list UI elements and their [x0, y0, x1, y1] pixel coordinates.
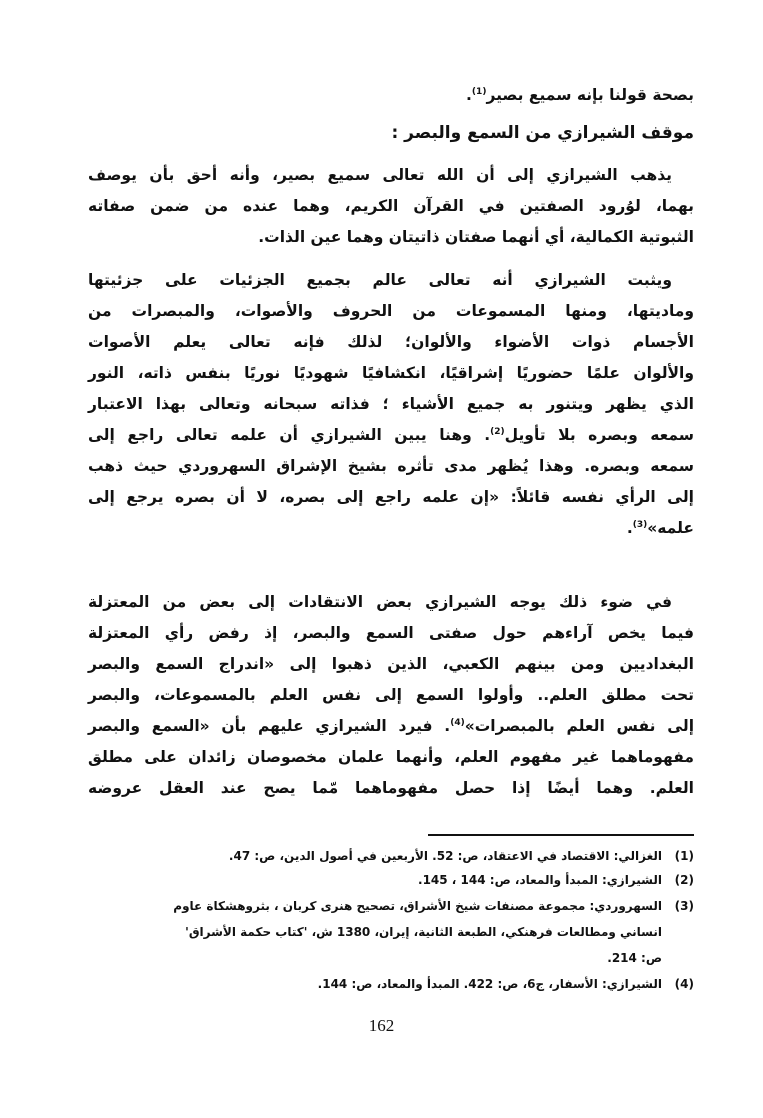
footnote-reference[interactable]: (3) [632, 519, 648, 530]
text-line [88, 296, 694, 326]
footnote-number: (3) [674, 899, 694, 913]
text-segment: تحت مطلق العلم.. وأولوا السمع إلى نفس العلم بالمسموعات، والبصر [88, 686, 694, 704]
text-segment: فيما يخص آراءهم حول صفتى السمع والبصر، إذ رفض رأي المعتزلة [88, 624, 694, 642]
text-line [88, 80, 694, 110]
text-segment: علمه» [647, 519, 694, 537]
footnote-text: انساني ومطالعات فرهنكي، الطبعة الثانية، إيران، 1380 ش، 'كتاب حكمة الأشراق' [185, 925, 662, 939]
text-segment: يذهب الشيرازي إلى أن الله تعالى سميع بصير، وأنه أحق بأن يوصف [88, 166, 672, 184]
text-segment: بهما، لوُرود الصفتين في القرآن الكريم، وهما عنده من ضمن صفاته [88, 197, 694, 215]
footnote [90, 920, 694, 944]
text-line [88, 587, 694, 617]
footnote-number: (4) [674, 977, 694, 991]
footnote-number: (1) [674, 849, 694, 863]
text-line [88, 265, 694, 295]
footnote-number: (2) [674, 873, 694, 887]
text-segment: وماديتها، ومنها المسموعات من الحروف والأصوات، والمبصرات من [88, 302, 694, 320]
text-line [88, 649, 694, 679]
footnote-text: الغزالي: الاقتصاد في الاعتقاد، ص: 52. الأربعين في أصول الدين، ص: 47. [228, 849, 662, 863]
text-segment: في ضوء ذلك يوجه الشيرازي بعض الانتقادات إلى بعض من المعتزلة [88, 593, 672, 611]
footnote-reference[interactable]: (4) [450, 717, 465, 728]
text-segment: ويثبت الشيرازي أنه تعالى عالم بجميع الجزئيات على جزئيتها [88, 271, 672, 289]
text-segment: موقف الشيرازي من السمع والبصر : [391, 123, 694, 143]
text-segment: الثبوتية الكمالية، أي أنهما صفتان ذاتيتان وهما عين الذات. [258, 228, 694, 246]
text-segment: سمعه وبصره بلا تأويل [504, 426, 694, 444]
text-segment: العلم. وهما أيضًا إذا حصل مفهوماهما مّما يصح عند العقل عروضه [88, 779, 694, 797]
text-segment: مفهوماهما غير مفهوم العلم، وأنهما علمان مخصوصان زائدان على مطلق [88, 748, 694, 766]
text-segment: . [466, 86, 472, 104]
text-line [88, 482, 694, 512]
page-number: 162 [368, 1016, 395, 1035]
footnote-text: ص: 214. [607, 951, 662, 965]
footnote-text: الشيرازي: الأسفار، ج6، ص: 422. المبدأ والمعاد، ص: 144. [317, 977, 662, 991]
text-segment: البغداديين ومن بينهم الكعبي، الذين ذهبوا إلى «اندراج السمع والبصر [88, 655, 694, 673]
text-segment: إلى نفس العلم بالمبصرات» [464, 717, 695, 735]
text-segment: والألوان علمًا حضوريًا إشراقيًا، انكشافيًا شهوديًا نوريًا بنفس ذاته، النور [88, 364, 694, 382]
footnote-separator [428, 834, 694, 836]
footnote-text: السهروردي: مجموعة مصنفات شيخ الأشراق، تصحيح هنرى كربان ، بثروهشكاة عاوم [173, 899, 662, 913]
text-line [88, 742, 694, 772]
text-segment: بصحة قولنا بإنه سميع بصير [486, 86, 694, 104]
text-line [88, 680, 694, 710]
text-line [88, 711, 694, 741]
text-line [88, 420, 694, 450]
text-segment: الأجسام ذوات الأضواء والألوان؛ لذلك فإنه تعالى يعلم الأصوات [88, 333, 694, 351]
footnote [90, 894, 694, 918]
text-segment: . [626, 519, 633, 537]
footnote-reference[interactable]: (2) [490, 426, 505, 437]
footnote [90, 844, 694, 868]
footnote-reference[interactable]: (1) [471, 86, 487, 97]
text-line [88, 160, 694, 190]
footnote-text: الشيرازي: المبدأ والمعاد، ص: 144 ، 145. [418, 873, 662, 887]
text-line [88, 222, 694, 252]
text-line [88, 513, 694, 543]
text-segment: . وهنا يبين الشيرازي أن علمه تعالى راجع إلى [88, 426, 491, 444]
text-line [88, 327, 694, 357]
text-segment: إلى الرأي نفسه قائلاً: «إن علمه راجع إلى بصره، لا أن بصره يرجع إلى [88, 488, 694, 506]
text-line [88, 358, 694, 388]
text-line [88, 451, 694, 481]
footnote [90, 972, 694, 996]
section-heading [88, 118, 694, 148]
footnote [90, 868, 694, 892]
text-segment: الذي يظهر ويتنور به جميع الأشياء ؛ فذاته سبحانه وتعالى بهذا الاعتبار [88, 395, 694, 413]
footnote [90, 946, 694, 970]
text-segment: سمعه وبصره. وهذا يُظهر مدى تأثره بشيخ الإشراق السهروردي حيث ذهب [88, 457, 694, 475]
text-line [88, 618, 694, 648]
text-line [88, 191, 694, 221]
text-segment: . فيرد الشيرازي عليهم بأن «السمع والبصر [88, 717, 451, 735]
text-line [88, 773, 694, 803]
text-line [88, 389, 694, 419]
